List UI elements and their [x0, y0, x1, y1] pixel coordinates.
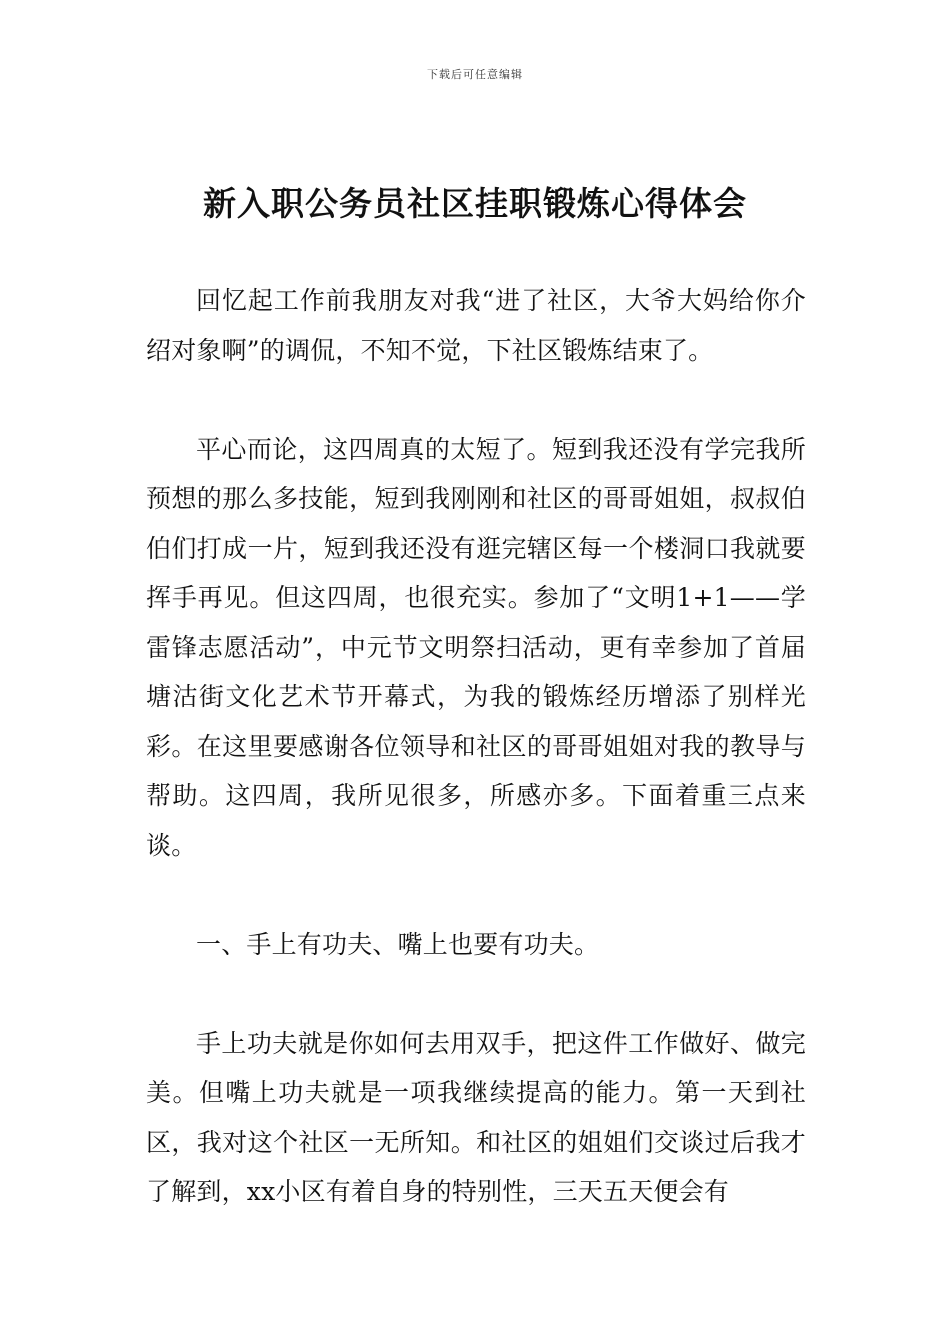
paragraph-section-one: 手上功夫就是你如何去用双手，把这件工作做好、做完美。但嘴上功夫就是一项我继续提高的能力。第一天到社区，我对这个社区一无所知。和社区的姐姐们交谈过后我才了解到，xx小区有着自身的特别性，三天五天便会有	[146, 1028, 806, 1206]
document-body	[146, 276, 806, 1217]
paragraph-intro: 回忆起工作前我朋友对我“进了社区，大爷大妈给你介绍对象啊”的调侃，不知不觉，下社区锻炼结束了。	[146, 286, 806, 365]
paragraph-spacer	[146, 969, 806, 1019]
paragraph-spacer	[146, 375, 806, 425]
header-note: 下载后可任意编辑	[427, 68, 523, 81]
document-title: 新入职公务员社区挂职锻炼心得体会	[203, 184, 747, 223]
paragraph-spacer	[146, 870, 806, 920]
paragraph-reflection: 平心而论，这四周真的太短了。短到我还没有学完我所预想的那么多技能，短到我刚刚和社区的哥哥姐姐，叔叔伯伯们打成一片，短到我还没有逛完辖区每一个楼洞口我就要挥手再见。但这四周，也很充实。参加了“文明1+1——学雷锋志愿活动”，中元节文明祭扫活动，更有幸参加了首届塘沽街文化艺术节开幕式，为我的锻炼经历增添了别样光彩。在这里要感谢各位领导和社区的哥哥姐姐对我的教导与帮助。这四周，我所见很多，所感亦多。下面着重三点来谈。	[146, 434, 806, 860]
section-heading-one: 一、手上有功夫、嘴上也要有功夫。	[196, 929, 600, 959]
